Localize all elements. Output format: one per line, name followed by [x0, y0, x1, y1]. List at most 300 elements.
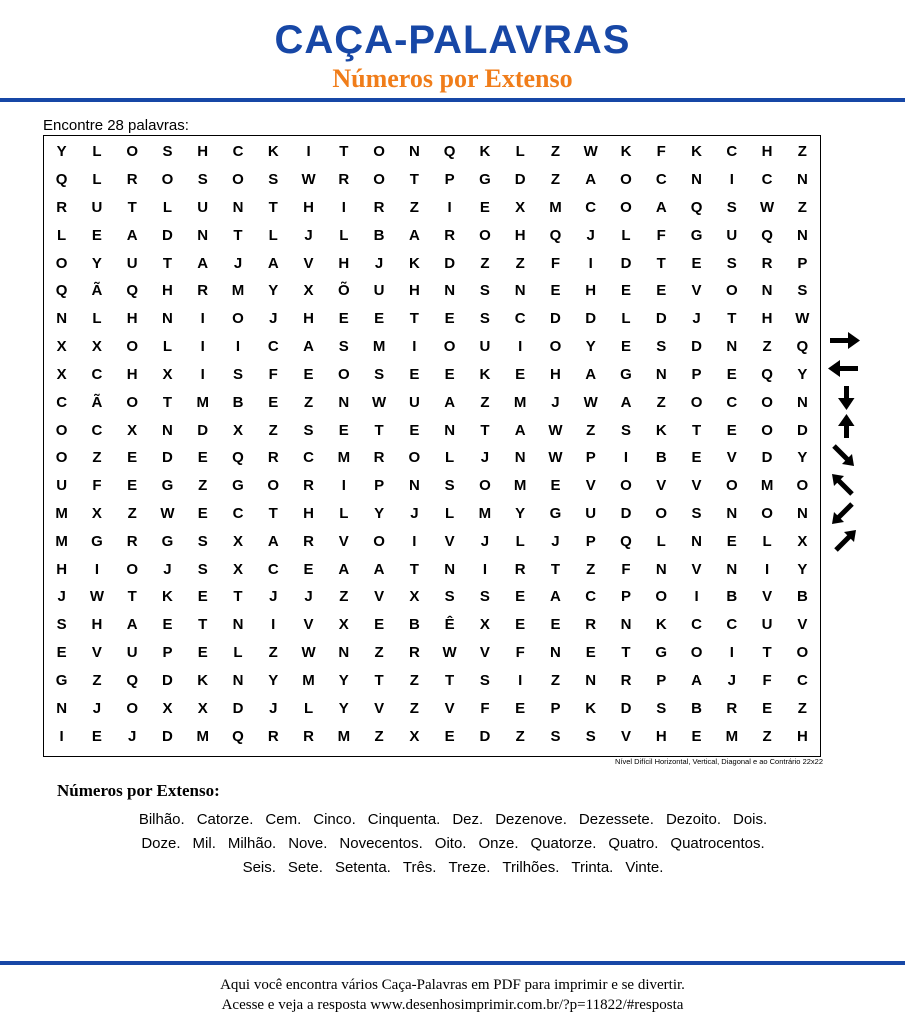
grid-letter[interactable]: F — [268, 365, 278, 383]
grid-letter[interactable]: Z — [762, 727, 772, 745]
grid-letter[interactable]: I — [200, 310, 205, 328]
grid-letter[interactable]: Z — [374, 644, 384, 662]
grid-letter[interactable]: I — [341, 199, 346, 217]
grid-letter[interactable]: Q — [126, 671, 138, 689]
grid-letter[interactable]: E — [550, 477, 561, 495]
word-search-grid[interactable] — [43, 135, 821, 757]
grid-letter[interactable]: T — [268, 505, 278, 523]
grid-letter[interactable]: T — [233, 588, 243, 606]
grid-letter[interactable]: H — [514, 226, 526, 244]
grid-letter[interactable]: R — [267, 449, 279, 467]
grid-letter[interactable]: V — [444, 532, 455, 550]
grid-letter[interactable]: E — [409, 365, 420, 383]
grid-letter[interactable]: O — [761, 505, 773, 523]
grid-letter[interactable]: M — [513, 477, 527, 495]
grid-letter[interactable]: J — [551, 532, 560, 550]
grid-letter[interactable]: V — [303, 616, 314, 634]
grid-letter[interactable]: R — [338, 171, 350, 189]
grid-letter[interactable]: E — [479, 199, 490, 217]
grid-letter[interactable]: M — [372, 338, 386, 356]
grid-letter[interactable]: Y — [268, 282, 279, 300]
grid-letter[interactable]: Q — [443, 143, 456, 161]
grid-letter[interactable]: T — [656, 254, 666, 272]
grid-letter[interactable]: T — [409, 171, 419, 189]
grid-letter[interactable]: X — [127, 421, 138, 439]
grid-letter[interactable]: F — [621, 560, 631, 578]
grid-letter[interactable]: V — [691, 282, 702, 300]
grid-letter[interactable]: N — [197, 226, 209, 244]
grid-letter[interactable]: C — [726, 143, 738, 161]
grid-letter[interactable]: D — [514, 171, 526, 189]
grid-letter[interactable]: E — [515, 365, 526, 383]
grid-letter[interactable]: V — [338, 532, 349, 550]
grid-letter[interactable]: C — [232, 505, 244, 523]
grid-letter[interactable]: G — [549, 505, 562, 523]
grid-letter[interactable]: Z — [586, 560, 596, 578]
grid-letter[interactable]: A — [126, 616, 138, 634]
grid-letter[interactable]: U — [56, 477, 68, 495]
grid-letter[interactable]: H — [303, 505, 314, 523]
grid-letter[interactable]: Z — [409, 699, 419, 717]
grid-letter[interactable]: V — [762, 588, 773, 606]
grid-letter[interactable]: C — [761, 171, 773, 189]
grid-letter[interactable]: J — [163, 560, 172, 578]
grid-letter[interactable]: D — [761, 449, 773, 467]
grid-letter[interactable]: Y — [797, 449, 808, 467]
grid-letter[interactable]: K — [479, 365, 491, 383]
grid-letter[interactable]: I — [482, 560, 487, 578]
grid-letter[interactable]: P — [585, 532, 596, 550]
grid-letter[interactable]: D — [162, 226, 173, 244]
grid-letter[interactable]: G — [655, 644, 668, 662]
grid-letter[interactable]: E — [303, 365, 314, 383]
grid-letter[interactable]: O — [373, 143, 385, 161]
grid-letter[interactable]: S — [197, 171, 208, 189]
grid-letter[interactable]: S — [303, 421, 314, 439]
grid-letter[interactable]: X — [56, 338, 67, 356]
grid-letter[interactable]: R — [585, 616, 597, 634]
grid-letter[interactable]: B — [726, 588, 738, 606]
grid-letter[interactable]: N — [56, 699, 68, 717]
grid-letter[interactable]: Z — [409, 671, 419, 689]
grid-letter[interactable]: W — [301, 644, 316, 662]
grid-letter[interactable]: Z — [303, 393, 314, 411]
grid-letter[interactable]: X — [91, 505, 102, 523]
grid-letter[interactable]: V — [691, 477, 702, 495]
grid-letter[interactable]: O — [55, 449, 68, 467]
grid-letter[interactable]: S — [162, 143, 173, 161]
grid-letter[interactable]: P — [585, 449, 596, 467]
grid-letter[interactable]: I — [447, 199, 452, 217]
grid-letter[interactable]: T — [762, 644, 772, 662]
grid-letter[interactable]: X — [56, 365, 67, 383]
grid-letter[interactable]: C — [267, 560, 279, 578]
grid-letter[interactable]: N — [550, 644, 561, 662]
grid-letter[interactable]: H — [162, 282, 173, 300]
grid-letter[interactable]: K — [267, 143, 279, 161]
grid-letter[interactable]: V — [797, 616, 808, 634]
grid-letter[interactable]: W — [548, 449, 563, 467]
grid-letter[interactable]: Ã — [91, 282, 103, 300]
grid-letter[interactable]: H — [761, 143, 773, 161]
grid-letter[interactable]: O — [690, 644, 703, 662]
grid-letter[interactable]: N — [232, 199, 244, 217]
grid-letter[interactable]: O — [126, 699, 138, 717]
grid-letter[interactable]: E — [197, 644, 208, 662]
grid-letter[interactable]: E — [197, 449, 208, 467]
grid-letter[interactable]: N — [514, 449, 526, 467]
grid-letter[interactable]: I — [341, 477, 346, 495]
grid-letter[interactable]: K — [691, 143, 702, 161]
grid-letter[interactable]: I — [588, 254, 593, 272]
grid-letter[interactable]: O — [55, 421, 68, 439]
grid-letter[interactable]: Z — [515, 727, 525, 745]
grid-letter[interactable]: E — [56, 644, 67, 662]
grid-letter[interactable]: U — [761, 616, 773, 634]
grid-letter[interactable]: S — [374, 365, 385, 383]
grid-letter[interactable]: L — [339, 505, 349, 523]
grid-letter[interactable]: I — [200, 338, 205, 356]
grid-letter[interactable]: E — [726, 421, 737, 439]
grid-letter[interactable]: O — [126, 143, 138, 161]
grid-letter[interactable]: O — [479, 477, 491, 495]
grid-letter[interactable]: C — [56, 393, 68, 411]
grid-letter[interactable]: W — [583, 393, 598, 411]
grid-letter[interactable]: Q — [761, 365, 773, 383]
grid-letter[interactable]: R — [726, 699, 738, 717]
grid-letter[interactable]: M — [302, 671, 315, 689]
grid-letter[interactable]: L — [621, 310, 631, 328]
grid-letter[interactable]: O — [161, 171, 174, 189]
grid-letter[interactable]: B — [232, 393, 244, 411]
grid-letter[interactable]: Y — [56, 143, 67, 161]
grid-letter[interactable]: A — [691, 671, 702, 689]
grid-letter[interactable]: F — [656, 226, 666, 244]
grid-letter[interactable]: I — [235, 338, 241, 356]
grid-letter[interactable]: R — [267, 727, 279, 745]
grid-letter[interactable]: N — [408, 143, 420, 161]
grid-letter[interactable]: G — [91, 532, 103, 550]
grid-letter[interactable]: L — [162, 199, 173, 217]
grid-letter[interactable]: J — [480, 532, 490, 550]
grid-letter[interactable]: S — [726, 254, 737, 272]
grid-letter[interactable]: R — [303, 727, 314, 745]
grid-letter[interactable]: L — [92, 143, 102, 161]
grid-letter[interactable]: V — [656, 477, 667, 495]
grid-letter[interactable]: R — [373, 449, 385, 467]
grid-letter[interactable]: J — [410, 505, 419, 523]
grid-letter[interactable]: M — [478, 505, 492, 523]
grid-letter[interactable]: S — [479, 671, 490, 689]
grid-letter[interactable]: T — [339, 143, 349, 161]
grid-letter[interactable]: E — [374, 616, 385, 634]
grid-letter[interactable]: P — [797, 254, 808, 272]
grid-letter[interactable]: O — [725, 282, 738, 300]
grid-letter[interactable]: E — [444, 727, 455, 745]
grid-letter[interactable]: D — [232, 699, 244, 717]
grid-letter[interactable]: E — [691, 449, 702, 467]
grid-letter[interactable]: L — [233, 644, 243, 662]
grid-letter[interactable]: N — [796, 171, 808, 189]
grid-letter[interactable]: N — [56, 310, 68, 328]
grid-letter[interactable]: G — [620, 365, 632, 383]
grid-letter[interactable]: E — [762, 699, 773, 717]
grid-letter[interactable]: Y — [797, 560, 808, 578]
grid-letter[interactable]: G — [690, 226, 703, 244]
grid-letter[interactable]: S — [479, 310, 490, 328]
grid-letter[interactable]: Z — [550, 143, 561, 161]
grid-letter[interactable]: R — [514, 560, 526, 578]
grid-letter[interactable]: E — [550, 616, 561, 634]
grid-letter[interactable]: H — [550, 365, 561, 383]
grid-letter[interactable]: D — [796, 421, 808, 439]
grid-letter[interactable]: Z — [480, 393, 490, 411]
grid-letter[interactable]: O — [796, 477, 809, 495]
grid-letter[interactable]: L — [162, 338, 173, 356]
grid-letter[interactable]: E — [691, 254, 702, 272]
grid-letter[interactable]: W — [160, 505, 175, 523]
grid-letter[interactable]: F — [762, 671, 772, 689]
grid-letter[interactable]: E — [338, 310, 349, 328]
grid-letter[interactable]: O — [373, 532, 385, 550]
grid-letter[interactable]: X — [479, 616, 490, 634]
grid-letter[interactable]: S — [197, 532, 208, 550]
grid-letter[interactable]: X — [409, 588, 420, 606]
grid-letter[interactable]: J — [692, 310, 701, 328]
grid-letter[interactable]: N — [726, 338, 738, 356]
grid-letter[interactable]: Q — [796, 338, 809, 356]
grid-letter[interactable]: Q — [549, 226, 562, 244]
grid-letter[interactable]: S — [268, 171, 279, 189]
grid-letter[interactable]: N — [691, 532, 702, 550]
grid-letter[interactable]: K — [655, 616, 667, 634]
grid-letter[interactable]: Ã — [91, 393, 103, 411]
grid-letter[interactable]: J — [586, 226, 595, 244]
grid-letter[interactable]: O — [126, 393, 138, 411]
grid-letter[interactable]: O — [443, 338, 456, 356]
grid-letter[interactable]: E — [91, 226, 102, 244]
grid-letter[interactable]: N — [162, 310, 173, 328]
grid-letter[interactable]: N — [338, 644, 350, 662]
grid-letter[interactable]: J — [128, 727, 137, 745]
grid-letter[interactable]: I — [412, 532, 417, 550]
grid-letter[interactable]: R — [373, 199, 385, 217]
grid-letter[interactable]: O — [479, 226, 491, 244]
grid-letter[interactable]: S — [656, 338, 667, 356]
grid-letter[interactable]: E — [91, 727, 102, 745]
grid-letter[interactable]: K — [479, 143, 491, 161]
grid-letter[interactable]: C — [232, 143, 244, 161]
grid-letter[interactable]: M — [55, 532, 68, 550]
grid-letter[interactable]: M — [513, 393, 527, 411]
grid-letter[interactable]: N — [655, 560, 667, 578]
grid-letter[interactable]: I — [412, 338, 417, 356]
grid-letter[interactable]: I — [94, 560, 99, 578]
grid-letter[interactable]: T — [409, 310, 419, 328]
grid-letter[interactable]: M — [725, 727, 739, 745]
grid-letter[interactable]: O — [796, 644, 809, 662]
grid-letter[interactable]: N — [444, 421, 456, 439]
grid-letter[interactable]: P — [691, 365, 702, 383]
grid-letter[interactable]: D — [479, 727, 491, 745]
grid-letter[interactable]: N — [338, 393, 350, 411]
grid-letter[interactable]: R — [126, 171, 138, 189]
grid-letter[interactable]: T — [727, 310, 737, 328]
grid-letter[interactable]: T — [480, 421, 490, 439]
grid-letter[interactable]: M — [760, 477, 774, 495]
grid-letter[interactable]: X — [515, 199, 526, 217]
grid-letter[interactable]: S — [197, 560, 208, 578]
grid-letter[interactable]: U — [408, 393, 420, 411]
grid-letter[interactable]: N — [232, 616, 244, 634]
grid-letter[interactable]: T — [550, 560, 561, 578]
grid-letter[interactable]: R — [408, 644, 420, 662]
grid-letter[interactable]: Y — [797, 365, 808, 383]
grid-letter[interactable]: J — [727, 671, 736, 689]
grid-letter[interactable]: H — [126, 310, 138, 328]
grid-letter[interactable]: N — [796, 226, 808, 244]
grid-letter[interactable]: I — [200, 365, 205, 383]
grid-letter[interactable]: W — [301, 171, 316, 189]
grid-letter[interactable]: T — [691, 421, 702, 439]
grid-letter[interactable]: I — [694, 588, 699, 606]
grid-letter[interactable]: D — [585, 310, 597, 328]
grid-letter[interactable]: W — [583, 143, 598, 161]
grid-letter[interactable]: A — [444, 393, 456, 411]
grid-letter[interactable]: M — [549, 199, 562, 217]
grid-letter[interactable]: M — [196, 727, 209, 745]
grid-letter[interactable]: X — [303, 282, 314, 300]
grid-letter[interactable]: Y — [515, 505, 526, 523]
grid-letter[interactable]: Q — [690, 199, 703, 217]
grid-letter[interactable]: C — [267, 338, 279, 356]
grid-letter[interactable]: O — [761, 393, 773, 411]
grid-letter[interactable]: J — [304, 588, 313, 606]
grid-letter[interactable]: X — [197, 699, 208, 717]
grid-letter[interactable]: H — [303, 199, 314, 217]
grid-letter[interactable]: D — [197, 421, 209, 439]
grid-letter[interactable]: A — [126, 226, 138, 244]
grid-letter[interactable]: C — [726, 616, 738, 634]
grid-letter[interactable]: E — [409, 421, 420, 439]
grid-letter[interactable]: E — [691, 727, 702, 745]
grid-letter[interactable]: S — [797, 282, 808, 300]
grid-letter[interactable]: D — [620, 699, 632, 717]
grid-letter[interactable]: F — [656, 143, 666, 161]
grid-letter[interactable]: T — [445, 671, 455, 689]
grid-letter[interactable]: M — [55, 505, 68, 523]
grid-letter[interactable]: S — [656, 699, 667, 717]
grid-letter[interactable]: Z — [797, 199, 807, 217]
grid-letter[interactable]: W — [795, 310, 810, 328]
grid-letter[interactable]: R — [620, 671, 632, 689]
grid-letter[interactable]: J — [551, 393, 560, 411]
grid-letter[interactable]: A — [655, 199, 667, 217]
grid-letter[interactable]: X — [91, 338, 102, 356]
grid-letter[interactable]: Z — [198, 477, 208, 495]
grid-letter[interactable]: O — [655, 505, 668, 523]
grid-letter[interactable]: T — [162, 254, 173, 272]
grid-letter[interactable]: U — [126, 644, 138, 662]
grid-letter[interactable]: G — [232, 477, 244, 495]
grid-letter[interactable]: D — [691, 338, 702, 356]
grid-letter[interactable]: L — [515, 143, 525, 161]
grid-letter[interactable]: C — [91, 421, 103, 439]
grid-letter[interactable]: X — [162, 699, 173, 717]
grid-letter[interactable]: S — [479, 282, 490, 300]
grid-letter[interactable]: S — [338, 338, 349, 356]
grid-letter[interactable]: U — [373, 282, 385, 300]
grid-letter[interactable]: Z — [515, 254, 525, 272]
grid-letter[interactable]: O — [620, 199, 632, 217]
grid-letter[interactable]: H — [56, 560, 68, 578]
grid-letter[interactable]: J — [269, 310, 278, 328]
grid-letter[interactable]: W — [760, 199, 775, 217]
grid-letter[interactable]: N — [761, 282, 773, 300]
grid-letter[interactable]: E — [620, 282, 631, 300]
grid-letter[interactable]: C — [514, 310, 526, 328]
grid-letter[interactable]: Y — [338, 699, 349, 717]
grid-letter[interactable]: S — [444, 477, 455, 495]
grid-letter[interactable]: H — [197, 143, 209, 161]
grid-letter[interactable]: Z — [586, 421, 596, 439]
grid-letter[interactable]: K — [197, 671, 209, 689]
grid-letter[interactable]: N — [655, 365, 667, 383]
grid-letter[interactable]: U — [726, 226, 738, 244]
grid-letter[interactable]: M — [196, 393, 209, 411]
grid-letter[interactable]: L — [656, 532, 666, 550]
grid-letter[interactable]: N — [620, 616, 632, 634]
grid-letter[interactable]: H — [585, 282, 597, 300]
grid-letter[interactable]: K — [162, 588, 173, 606]
grid-letter[interactable]: U — [91, 199, 103, 217]
grid-letter[interactable]: U — [197, 199, 209, 217]
grid-letter[interactable]: N — [162, 421, 173, 439]
grid-letter[interactable]: T — [409, 560, 419, 578]
grid-letter[interactable]: Z — [92, 449, 102, 467]
grid-letter[interactable]: T — [198, 616, 208, 634]
grid-letter[interactable]: Z — [268, 421, 278, 439]
grid-letter[interactable]: Z — [127, 505, 137, 523]
grid-letter[interactable]: S — [56, 616, 67, 634]
grid-letter[interactable]: G — [55, 671, 68, 689]
grid-letter[interactable]: S — [620, 421, 631, 439]
grid-letter[interactable]: Q — [232, 449, 244, 467]
grid-letter[interactable]: D — [655, 310, 667, 328]
grid-letter[interactable]: T — [233, 226, 243, 244]
grid-letter[interactable]: L — [92, 310, 102, 328]
grid-letter[interactable]: E — [515, 616, 526, 634]
grid-letter[interactable]: L — [762, 532, 772, 550]
grid-letter[interactable]: Õ — [337, 282, 350, 300]
grid-letter[interactable]: Z — [409, 199, 419, 217]
grid-letter[interactable]: Z — [92, 671, 102, 689]
grid-letter[interactable]: O — [761, 421, 773, 439]
grid-letter[interactable]: J — [304, 226, 313, 244]
grid-letter[interactable]: Q — [761, 226, 773, 244]
grid-letter[interactable]: I — [518, 671, 523, 689]
grid-letter[interactable]: S — [550, 727, 561, 745]
grid-letter[interactable]: K — [408, 254, 420, 272]
grid-letter[interactable]: E — [726, 532, 737, 550]
grid-letter[interactable]: V — [91, 644, 102, 662]
grid-letter[interactable]: H — [303, 310, 314, 328]
grid-letter[interactable]: A — [267, 532, 279, 550]
grid-letter[interactable]: R — [761, 254, 773, 272]
grid-letter[interactable]: H — [796, 727, 808, 745]
grid-letter[interactable]: A — [408, 226, 420, 244]
grid-letter[interactable]: E — [444, 365, 455, 383]
